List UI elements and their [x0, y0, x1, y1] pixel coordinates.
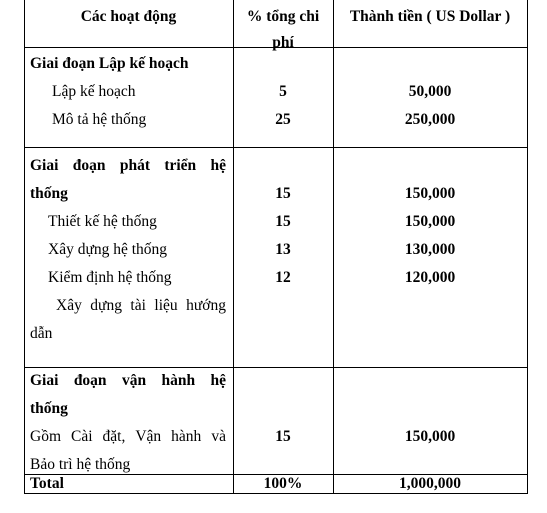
percent-development: 15	[275, 185, 291, 202]
section-development-title: Giai đoạn phát triển hệ	[30, 157, 226, 174]
section-planning-title: Giai đoạn Lập kế hoạch	[30, 55, 189, 72]
activity-system-testing: Kiểm định hệ thống	[48, 269, 172, 286]
activity-system-design: Thiết kế hệ thống	[48, 213, 157, 230]
section-2-bottom-border	[24, 367, 528, 368]
amount-system-description: 250,000	[404, 111, 456, 128]
activity-installation-operation-line-2: Bảo trì hệ thống	[30, 456, 131, 473]
total-amount: 1,000,000	[399, 475, 461, 492]
percent-system-build: 13	[275, 241, 291, 258]
section-operation-title-line-2: thống	[30, 400, 68, 417]
header-amount: Thành tiền ( US Dollar )	[349, 8, 511, 25]
total-percent: 100%	[263, 475, 303, 492]
header-percent-line-2: phí	[272, 34, 294, 51]
activity-installation-operation: Gồm Cài đặt, Vận hành và	[30, 428, 226, 445]
amount-system-design: 150,000	[404, 213, 456, 230]
activity-documentation-line-2: dẫn	[30, 325, 53, 342]
header-activity: Các hoạt động	[80, 8, 177, 25]
amount-system-build: 130,000	[404, 241, 456, 258]
percent-system-testing: 12	[275, 269, 291, 286]
activity-documentation: Xây dựng tài liệu hướng	[56, 297, 226, 314]
percent-system-design: 15	[275, 213, 291, 230]
percent-planning: 5	[279, 83, 287, 100]
percent-operation: 15	[275, 428, 291, 445]
amount-development: 150,000	[404, 185, 456, 202]
amount-system-testing: 120,000	[404, 269, 456, 286]
table-border-bottom	[24, 493, 528, 494]
section-1-bottom-border	[24, 147, 528, 148]
table-border-left	[24, 0, 25, 494]
section-operation-title: Giai đoạn vận hành hệ	[30, 372, 226, 389]
amount-planning: 50,000	[408, 83, 452, 100]
activity-system-description: Mô tả hệ thống	[52, 111, 147, 128]
header-percent-line-1: % tổng chi	[246, 8, 320, 25]
amount-operation: 150,000	[404, 428, 456, 445]
activity-system-build: Xây dựng hệ thống	[48, 241, 168, 258]
section-development-title-line-2: thống	[30, 185, 68, 202]
table-border-right	[527, 0, 528, 494]
total-label: Total	[30, 475, 64, 492]
activity-planning: Lập kế hoạch	[52, 83, 136, 100]
percent-system-description: 25	[275, 111, 291, 128]
